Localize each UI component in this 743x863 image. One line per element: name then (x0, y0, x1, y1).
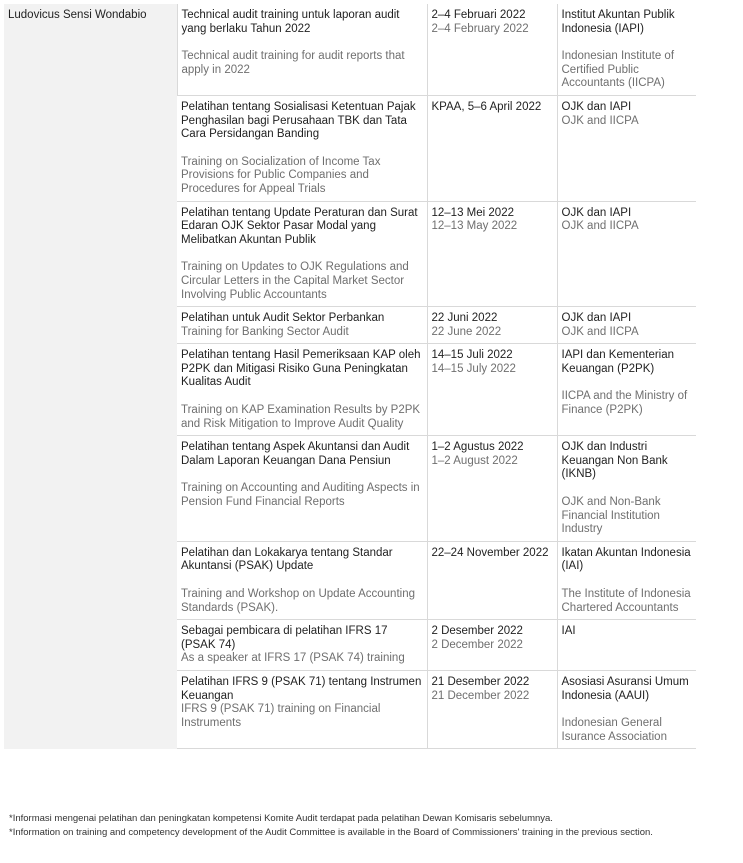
organizer-cell (557, 670, 696, 748)
training-title-cell-text: Pelatihan tentang Update Peraturan dan Surat Edaran OJK Sektor Pasar Modal yang Melibatkan Akuntan Publik (181, 206, 418, 246)
training-date-cell-translation: 21 December 2022 (431, 689, 530, 702)
training-date-cell-translation: 22 June 2022 (431, 325, 502, 338)
training-title-cell (177, 201, 427, 307)
training-title-cell-text: Pelatihan dan Lokakarya tentang Standar Akuntansi (PSAK) Update (181, 546, 393, 573)
organizer-cell (557, 307, 696, 344)
organizer-cell-text: OJK dan IAPI (561, 206, 632, 219)
training-date-cell-text: 1–2 Agustus 2022 (431, 441, 524, 454)
training-table (4, 4, 696, 749)
training-title-cell-text: Pelatihan tentang Hasil Pemeriksaan KAP oleh P2PK dan Mitigasi Risiko Guna Peningkatan Kualitas Audit (181, 349, 421, 389)
training-title-cell-text: Pelatihan IFRS 9 (PSAK 71) tentang Instrumen Keuangan (181, 675, 422, 702)
training-date-cell-text: 12–13 Mei 2022 (431, 206, 514, 219)
organizer-cell-text: Institut Akuntan Publik Indonesia (IAPI) (561, 9, 675, 35)
training-date-cell-text: 22–24 November 2022 (431, 546, 549, 559)
training-title-cell-translation: Training on Accounting and Auditing Aspects in Pension Fund Financial Reports (181, 482, 420, 509)
training-date-cell-translation: 14–15 July 2022 (431, 362, 516, 375)
training-title-cell-translation: Training for Banking Sector Audit (181, 325, 349, 338)
training-date-cell (427, 344, 557, 436)
organizer-cell (557, 201, 696, 307)
training-date-cell-translation: 2 December 2022 (431, 638, 523, 651)
organizer-cell-translation: OJK and IICPA (561, 325, 639, 338)
training-date-cell-text: 21 Desember 2022 (431, 675, 530, 688)
training-title-cell-translation: Training on Socialization of Income Tax Provisions for Public Companies and Procedures for Appeal Trials (181, 155, 381, 195)
organizer-cell-text: OJK dan Industri Keuangan Non Bank (IKNB) (561, 441, 668, 481)
training-table-body (4, 4, 696, 749)
training-title-cell-translation: Training on KAP Examination Results by P2PK and Risk Mitigation to Improve Audit Quality (181, 404, 421, 430)
training-title-cell-text: Sebagai pembicara di pelatihan IFRS 17 (PSAK 74) (181, 625, 388, 651)
training-date-cell-text: 22 Juni 2022 (431, 312, 498, 325)
training-date-cell (427, 4, 557, 95)
training-title-cell (177, 344, 427, 436)
training-date-cell-text: 14–15 Juli 2022 (431, 349, 513, 362)
training-title-cell (177, 541, 427, 619)
organizer-cell-text: Ikatan Akuntan Indonesia (IAI) (561, 546, 691, 573)
training-date-cell (427, 95, 557, 201)
organizer-cell (557, 95, 696, 201)
training-date-cell-translation: 2–4 February 2022 (431, 22, 529, 35)
training-date-cell-translation: 1–2 August 2022 (431, 454, 518, 467)
organizer-cell (557, 4, 696, 95)
training-title-cell-text: Pelatihan tentang Aspek Akuntansi dan Audit Dalam Laporan Keuangan Dana Pensiun (181, 441, 410, 467)
organizer-cell-translation: OJK and Non-Bank Financial Institution Industry (561, 496, 661, 536)
footnotes (9, 812, 709, 839)
training-date-cell (427, 620, 557, 671)
footnote-english: *Information on training and competency development of the Audit Committee is available in the Board of Commissioners' training in the previous section. (9, 826, 653, 838)
organizer-cell-translation: The Institute of Indonesia Chartered Accountants (561, 588, 691, 614)
training-title-cell (177, 436, 427, 542)
organizer-cell (557, 541, 696, 619)
organizer-cell-translation: OJK and IICPA (561, 114, 639, 127)
training-title-cell-text: Pelatihan untuk Audit Sektor Perbankan (181, 312, 385, 325)
organizer-cell-text: IAPI dan Kementerian Keuangan (P2PK) (561, 349, 675, 375)
organizer-cell-text: Asosiasi Asuransi Umum Indonesia (AAUI) (561, 675, 689, 702)
training-title-cell (177, 670, 427, 748)
training-date-cell (427, 541, 557, 619)
organizer-cell (557, 620, 696, 671)
training-title-cell (177, 4, 427, 95)
training-title-cell-translation: Training on Updates to OJK Regulations and Circular Letters in the Capital Market Sector Involving Public Accountants (181, 261, 409, 301)
training-title-cell (177, 620, 427, 671)
training-title-cell (177, 307, 427, 344)
organizer-cell (557, 436, 696, 542)
training-date-cell (427, 201, 557, 307)
organizer-cell-text: OJK dan IAPI (561, 312, 632, 325)
training-date-cell-text: KPAA, 5–6 April 2022 (431, 100, 542, 113)
organizer-cell-translation: IICPA and the Ministry of Finance (P2PK) (561, 390, 688, 417)
training-date-cell (427, 670, 557, 748)
training-title-cell-translation: Technical audit training for audit reports that apply in 2022 (181, 50, 405, 76)
training-title-cell-text: Technical audit training untuk laporan audit yang berlaku Tahun 2022 (181, 9, 400, 35)
organizer-cell-translation: OJK and IICPA (561, 220, 639, 233)
training-date-cell-text: 2–4 Februari 2022 (431, 9, 526, 21)
organizer-cell-text: OJK dan IAPI (561, 100, 632, 113)
training-date-cell-text: 2 Desember 2022 (431, 625, 523, 638)
footnote-indonesian: *Informasi mengenai pelatihan dan peningkatan kompetensi Komite Audit terdapat pada pelatihan Dewan Komisaris sebelumnya. (9, 813, 553, 824)
member-name-cell (4, 4, 177, 749)
training-date-cell (427, 436, 557, 542)
organizer-cell-text: IAI (561, 625, 576, 638)
training-date-cell (427, 307, 557, 344)
organizer-cell (557, 344, 696, 436)
member-name: Ludovicus Sensi Wondabio (8, 9, 147, 21)
organizer-cell-translation: Indonesian General Isurance Association (561, 717, 667, 743)
training-title-cell-translation: IFRS 9 (PSAK 71) training on Financial Instruments (181, 703, 381, 729)
training-title-cell-translation: As a speaker at IFRS 17 (PSAK 74) training (181, 652, 405, 665)
training-title-cell-translation: Training and Workshop on Update Accounting Standards (PSAK). (181, 588, 415, 614)
training-title-cell-text: Pelatihan tentang Sosialisasi Ketentuan Pajak Penghasilan bagi Perusahaan TBK dan Tata Cara Persidangan Banding (181, 100, 416, 141)
table-row (4, 4, 696, 95)
training-date-cell-translation: 12–13 May 2022 (431, 220, 518, 233)
organizer-cell-translation: Indonesian Institute of Certified Public Accountants (IICPA) (561, 50, 675, 90)
training-title-cell (177, 95, 427, 201)
